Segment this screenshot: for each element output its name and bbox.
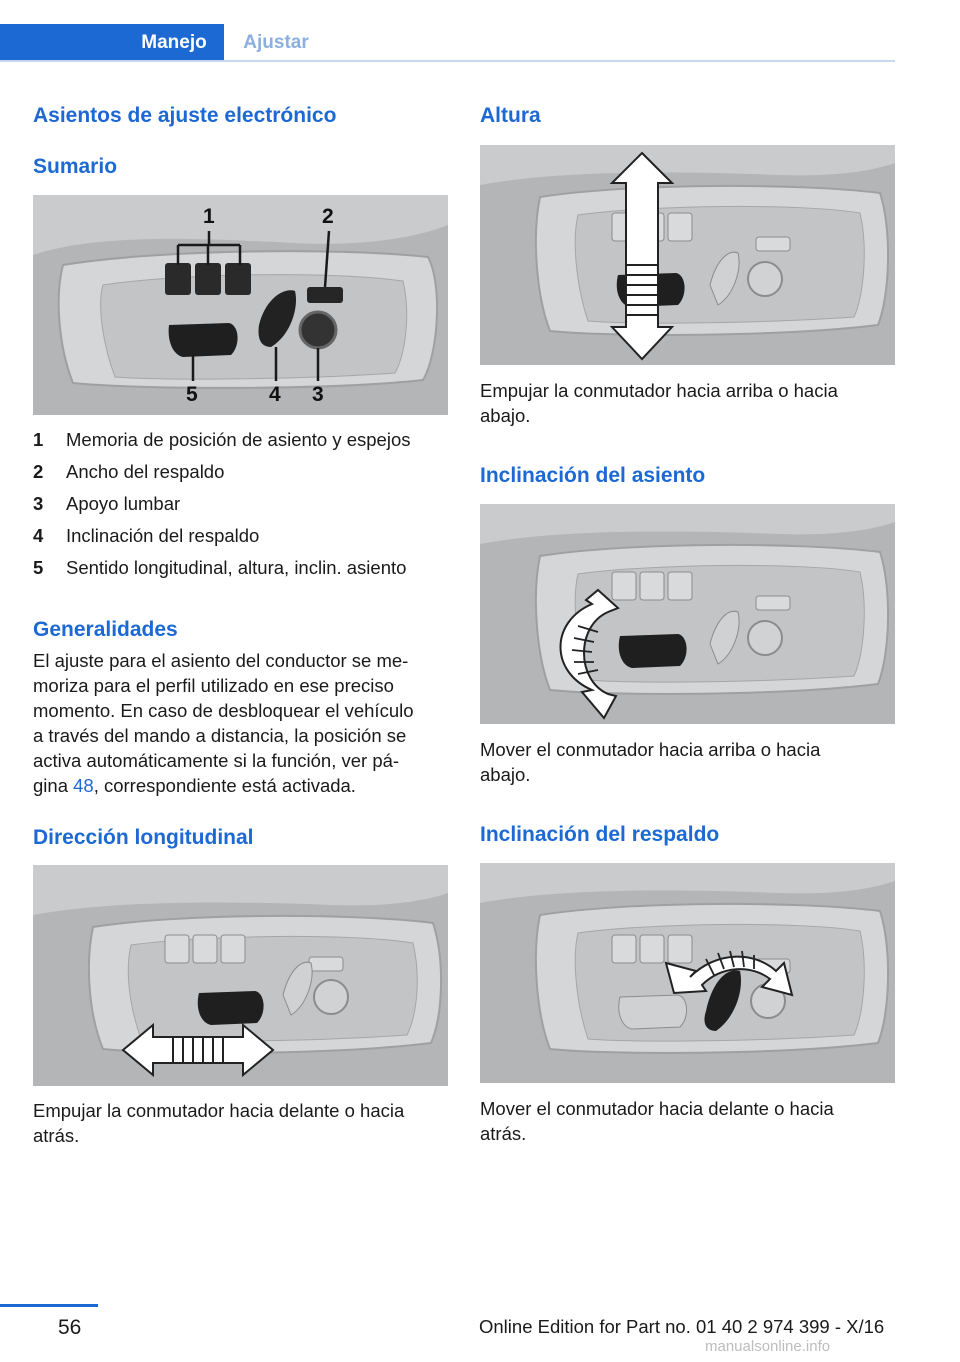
longitudinal-adjust-image (33, 865, 448, 1086)
backrest-tilt-image (480, 863, 895, 1083)
legend-text: Inclinación del respaldo (66, 525, 260, 546)
callout-2: 2 (322, 205, 334, 228)
footer-accent-line (0, 1304, 98, 1307)
legend-number: 5 (33, 557, 44, 578)
watermark: manualsonline.info (705, 1338, 831, 1355)
legend-number: 4 (33, 525, 44, 546)
general-text-1: El ajuste para el asiento del conductor se me- moriza para el perfil utilizado en ese preciso momento. En caso de desbloquear el vehículo a través del mando a distancia, la posición se activa automáticamente si la función, ver pá- gina (33, 650, 414, 796)
longitudinal-description: Empujar la conmutador hacia delante o hacia atrás. (33, 1100, 405, 1146)
legend-item (33, 427, 453, 459)
seat-tilt-image (480, 504, 895, 724)
longitudinal-heading: Dirección longitudinal (33, 826, 254, 849)
height-description: Empujar la conmutador hacia arriba o hacia abajo. (480, 380, 838, 426)
summary-heading: Sumario (33, 155, 118, 178)
page-number: 56 (58, 1316, 82, 1339)
legend-item (33, 459, 453, 491)
legend-item (33, 523, 453, 555)
legend-number: 3 (33, 493, 44, 514)
tab-ajustar[interactable]: Ajustar (243, 32, 309, 53)
tab-underline (0, 60, 895, 62)
tab-manejo[interactable]: Manejo (124, 24, 224, 62)
back-tilt-description: Mover el conmutador hacia delante o hacia atrás. (480, 1098, 834, 1144)
callout-3: 3 (312, 383, 324, 406)
height-adjust-image (480, 145, 895, 365)
general-heading: Generalidades (33, 618, 178, 641)
legend-text: Ancho del respaldo (66, 461, 225, 482)
tab-accent-bar (0, 24, 124, 62)
seat-controls-overview-image (33, 195, 448, 415)
page-48-link[interactable]: 48 (73, 775, 94, 796)
height-heading: Altura (480, 104, 541, 127)
callout-4: 4 (269, 383, 281, 406)
seat-tilt-heading: Inclinación del asiento (480, 464, 706, 487)
seat-tilt-description: Mover el conmutador hacia arriba o hacia abajo. (480, 739, 821, 785)
legend-item (33, 555, 453, 587)
general-text-2: , correspondiente está activada. (93, 775, 356, 796)
general-paragraph (33, 648, 453, 798)
edition-note: Online Edition for Part no. 01 40 2 974 399 - X/16 (479, 1316, 885, 1337)
legend-number: 1 (33, 429, 44, 450)
callout-5: 5 (186, 383, 198, 406)
legend-text: Apoyo lumbar (66, 493, 181, 514)
legend-text: Memoria de posición de asiento y espejos (66, 429, 411, 450)
legend-text: Sentido longitudinal, altura, inclin. asiento (66, 557, 407, 578)
legend-item (33, 491, 453, 523)
legend-list (33, 427, 453, 587)
legend-number: 2 (33, 461, 44, 482)
section-title: Asientos de ajuste electrónico (33, 104, 337, 127)
back-tilt-heading: Inclinación del respaldo (480, 823, 720, 846)
top-navigation (0, 0, 895, 62)
callout-1: 1 (203, 205, 215, 228)
